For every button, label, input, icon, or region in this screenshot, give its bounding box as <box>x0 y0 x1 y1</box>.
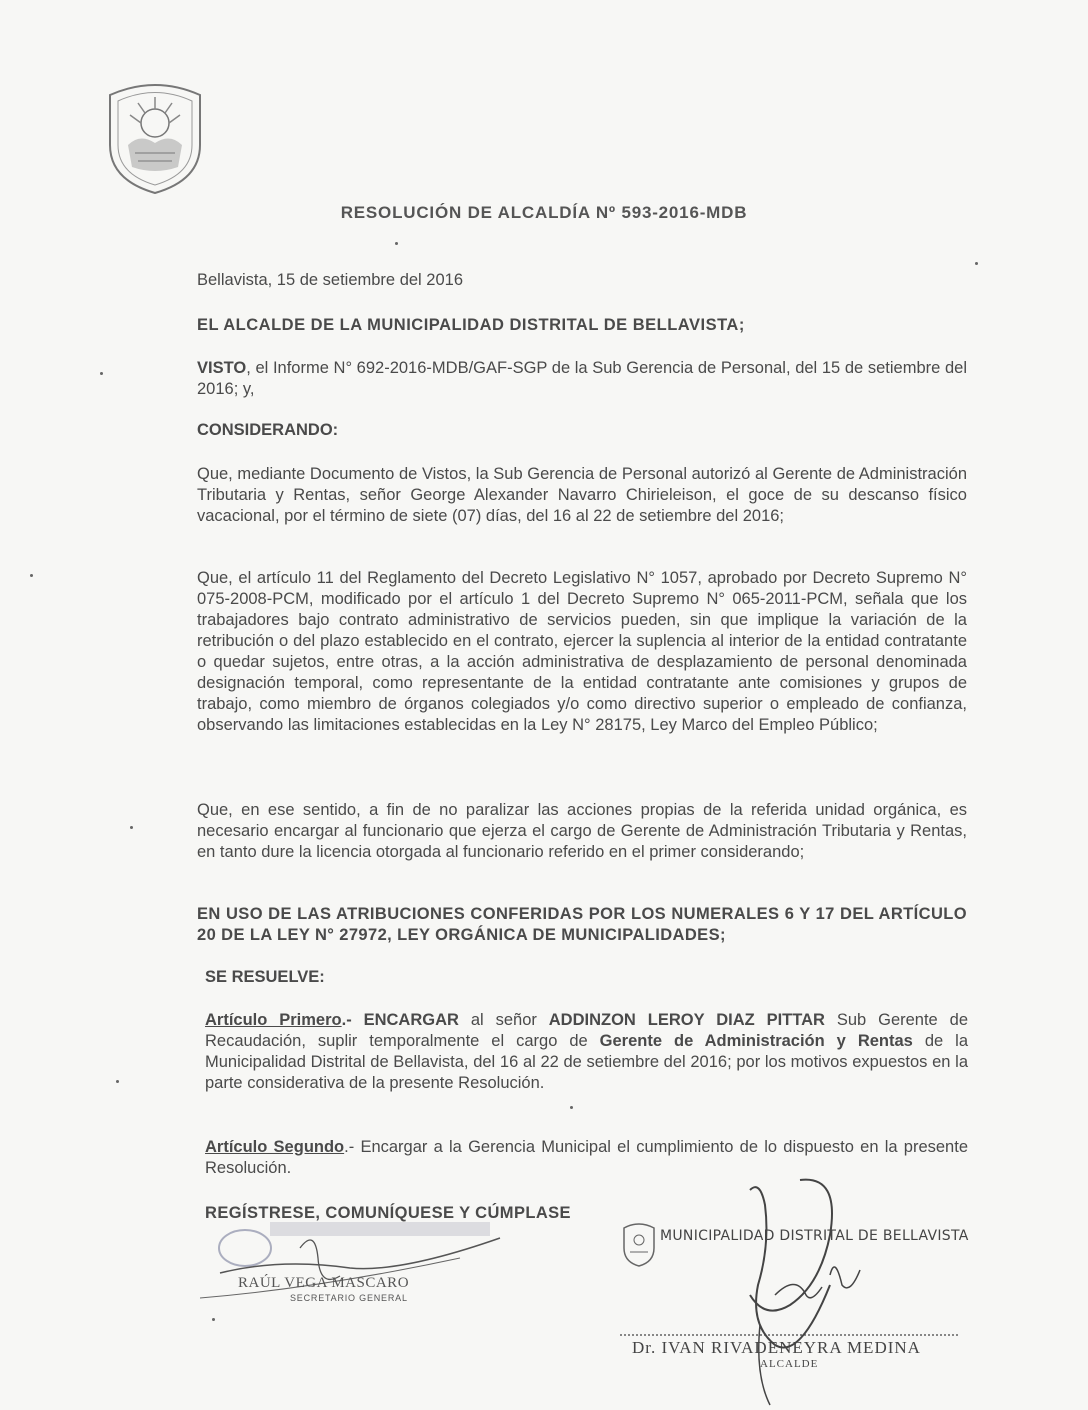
visto-text: , el Informe N° 692-2016-MDB/GAF-SGP de la Sub Gerencia de Personal, del 15 de setiembre del 2016; y, <box>197 359 967 398</box>
scan-speck <box>395 242 398 245</box>
articulo-text: de la Municipalidad Distrital de Bellavista, del 16 al 22 de setiembre del 2016; por los motivos expuestos en la parte considerativa de la presente Resolución. <box>205 1032 968 1092</box>
municipal-seal-icon <box>620 1220 658 1268</box>
scan-speck <box>212 1318 215 1321</box>
visto-label: VISTO <box>197 359 247 377</box>
scan-speck <box>570 1106 573 1109</box>
articulo-label: Artículo Primero <box>205 1011 342 1029</box>
articulo-label: Artículo Segundo <box>205 1138 345 1156</box>
mayor-institution: MUNICIPALIDAD DISTRITAL DE BELLAVISTA <box>660 1228 969 1244</box>
articulo-segundo <box>205 1137 968 1179</box>
atribuciones: EN USO DE LAS ATRIBUCIONES CONFERIDAS POR LOS NUMERALES 6 Y 17 DEL ARTÍCULO 20 DE LA LEY N° 27972, LEY ORGÁNICA DE MUNICIPALIDADES; <box>197 905 967 944</box>
person-name: ADDINZON LEROY DIAZ PITTAR <box>548 1011 825 1029</box>
mayor-role: ALCALDE <box>760 1358 819 1370</box>
closing-formula: REGÍSTRESE, COMUNÍQUESE Y CÚMPLASE <box>205 1204 571 1222</box>
cargo-name: Gerente de Administración y Rentas <box>599 1032 913 1050</box>
mayor-name: Dr. IVAN RIVADENEYRA MEDINA <box>632 1338 921 1357</box>
articulo-separator: .- <box>341 1011 364 1029</box>
se-resuelve-label: SE RESUELVE: <box>205 968 325 986</box>
scan-speck <box>130 826 133 829</box>
articulo-verb: ENCARGAR <box>363 1011 459 1029</box>
articulo-text: al señor <box>458 1011 549 1029</box>
resolution-title: RESOLUCIÓN DE ALCALDÍA Nº 593-2016-MDB <box>340 203 748 222</box>
municipal-seal-icon <box>100 75 210 195</box>
considerando-paragraph: Que, el artículo 11 del Reglamento del Decreto Legislativo N° 1057, aprobado por Decreto Supremo N° 075-2008-PCM, modificado por el artículo 1 del Decreto Supremo N° 065-2011-PCM, señala que los trabajadores bajo contrato administrativo de servicios pueden, sin que implique la variación de la retribución o del plazo establecido en el contrato, ejercer la suplencia al interior de la entidad contratante o quedar sujetos, entre otras, a la acción administrativa de desplazamiento de personal denominada designación temporal, como representante de la entidad contratante ante comisiones y grupos de trabajo, como miembro de órganos colegiados y/o como directivo superior o empleado de confianza, observando las limitaciones establecidas en la Ley N° 28175, Ley Marco del Empleo Público; <box>197 569 967 734</box>
articulo-text: Sub Gerente de Recaudación, suplir temporalmente el cargo de <box>205 1011 968 1050</box>
visto-paragraph <box>197 358 967 400</box>
mayor-signature-icon <box>560 1175 980 1410</box>
considerando-paragraph: Que, en ese sentido, a fin de no paralizar las acciones propias de la referida unidad orgánica, es necesario encargar al funcionario que ejerza el cargo de Gerente de Administración Tributaria y Rentas, en tanto dure la licencia otorgada al funcionario referido en el primer considerando; <box>197 801 967 861</box>
scan-speck <box>100 372 103 375</box>
articulo-text: .- Encargar a la Gerencia Municipal el cumplimiento de lo dispuesto en la presente Resolución. <box>205 1138 968 1177</box>
scan-speck <box>975 262 978 265</box>
considerando-paragraph: Que, mediante Documento de Vistos, la Sub Gerencia de Personal autorizó al Gerente de Administración Tributaria y Rentas, señor George Alexander Navarro Chirieleison, el goce de su descanso físico vacacional, por el término de siete (07) días, del 16 al 22 de setiembre del 2016; <box>197 465 967 525</box>
articulo-primero <box>205 1010 968 1094</box>
place-date: Bellavista, 15 de setiembre del 2016 <box>197 271 463 289</box>
scan-speck <box>30 574 33 577</box>
considerando-label: CONSIDERANDO: <box>197 421 339 439</box>
heading: EL ALCALDE DE LA MUNICIPALIDAD DISTRITAL DE BELLAVISTA; <box>197 316 745 334</box>
secretary-role: SECRETARIO GENERAL <box>290 1293 408 1303</box>
scan-speck <box>116 1080 119 1083</box>
secretary-name: RAÚL VEGA MASCARO <box>238 1275 410 1291</box>
